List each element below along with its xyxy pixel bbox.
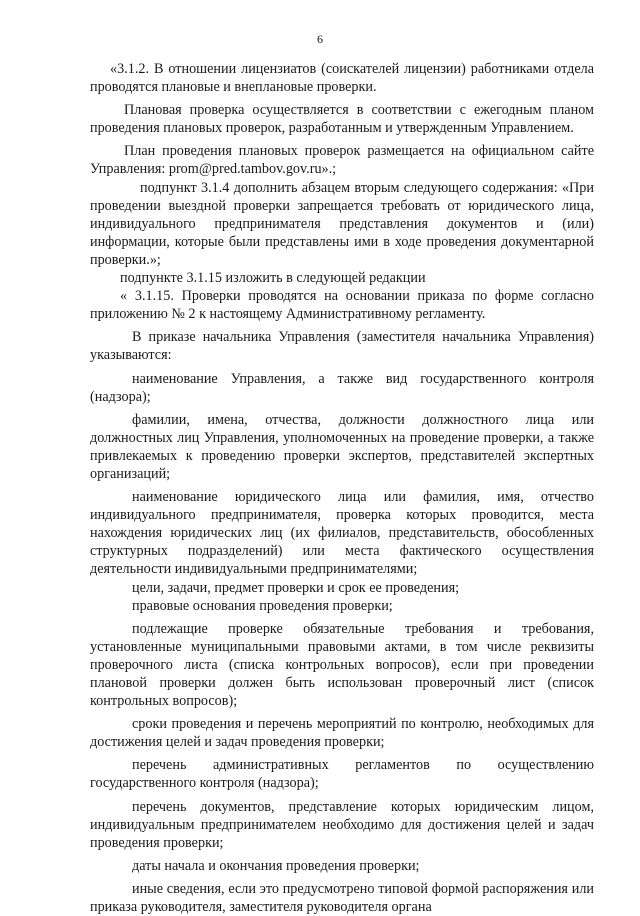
list-item: наименование Управления, а также вид государственного контроля (надзора);	[90, 370, 594, 405]
list-item: подлежащие проверке обязательные требования и требования, установленные муниципальными правовыми актами, в том числе реквизиты проверочного листа (списка контрольных вопросов), если при проведении плановой проверки должен быть использован проверочный лист (список контрольных вопросов);	[90, 620, 594, 710]
list-item: фамилии, имена, отчества, должности должностного лица или должностных лиц Управления, уполномоченных на проведение проверки, а также привлекаемых к проведению проверки экспертов, представителей экспертных организаций;	[90, 411, 594, 482]
paragraph-3-1-15: « 3.1.15. Проверки проводятся на основании приказа по форме согласно приложению № 2 к настоящему Административному регламенту.	[90, 288, 594, 323]
page-number: 6	[317, 32, 323, 46]
list-item: цели, задачи, предмет проверки и срок ее проведения;	[132, 579, 460, 596]
paragraph-plan-publication: План проведения плановых проверок размещается на официальном сайте Управления: prom@pred.tambov.gov.ru».;	[90, 143, 594, 178]
list-item: сроки проведения и перечень мероприятий по контролю, необходимых для достижения целей и задач проведения проверки;	[90, 716, 594, 751]
list-item: даты начала и окончания проведения проверки;	[132, 857, 420, 874]
paragraph-3-1-2: «3.1.2. В отношении лицензиатов (соискателей лицензии) работниками отдела проводятся плановые и внеплановые проверки.	[90, 61, 594, 96]
paragraph-subclause-3-1-15-intro: подпункте 3.1.15 изложить в следующей редакции	[120, 270, 426, 287]
paragraph-order-contents: В приказе начальника Управления (заместителя начальника Управления) указываются:	[90, 329, 594, 364]
document-body	[90, 60, 594, 916]
list-item: наименование юридического лица или фамилия, имя, отчество индивидуального предпринимателя, проверка которых проводится, места нахождения юридических лиц (их филиалов, представительств, обособленных структурных подразделений) или места фактического осуществления деятельности индивидуальными предпринимателями;	[90, 489, 594, 578]
list-item: правовые основания проведения проверки;	[132, 597, 393, 614]
list-item: перечень административных регламентов по осуществлению государственного контроля (надзора);	[90, 757, 594, 792]
list-item: перечень документов, представление которых юридическим лицом, индивидуальным предпринимателем необходимо для достижения целей и задач проведения проверки;	[90, 798, 594, 851]
paragraph-subclause-3-1-4: подпункт 3.1.4 дополнить абзацем вторым следующего содержания: «При проведении выездной проверки запрещается требовать от юридического лица, индивидуального предпринимателя представления документов и (или) информации, которые были представлены ими в ходе проведения документарной проверки.»;	[90, 179, 594, 268]
list-item: иные сведения, если это предусмотрено типовой формой распоряжения или приказа руководителя, заместителя руководителя органа	[90, 880, 594, 916]
paragraph-planned-inspection: Плановая проверка осуществляется в соответствии с ежегодным планом проведения плановых проверок, разработанным и утвержденным Управлением.	[90, 102, 594, 137]
